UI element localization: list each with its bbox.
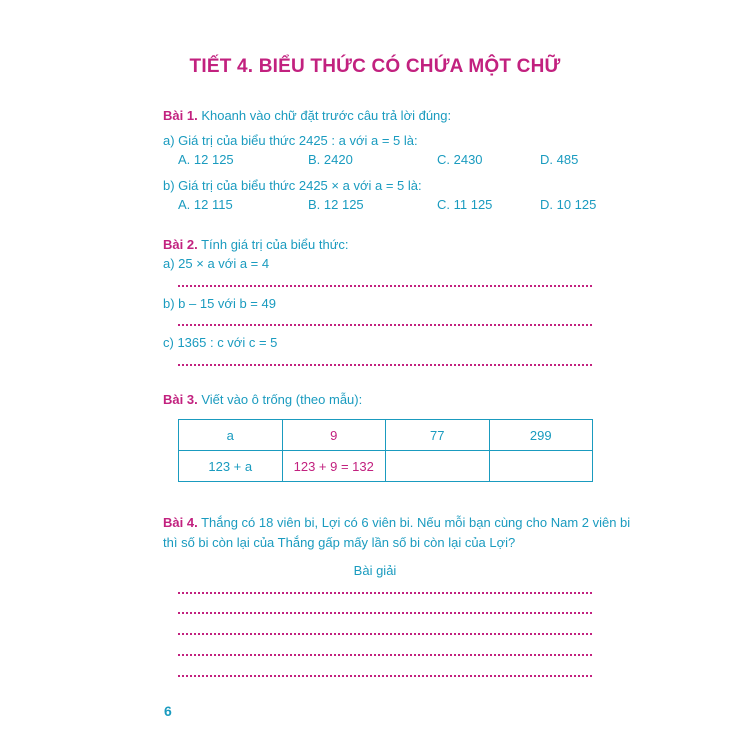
bai1-b-option-c[interactable]: C. 11 125 (437, 197, 493, 212)
bai2-item-c: c) 1365 : c với c = 5 (163, 335, 278, 350)
table-cell-empty[interactable] (386, 451, 490, 482)
bai2-heading (163, 237, 349, 252)
table-cell: 9 (282, 420, 386, 451)
answer-line[interactable] (178, 675, 592, 677)
table-cell-empty[interactable] (489, 451, 593, 482)
page-title: TIẾT 4. BIỂU THỨC CÓ CHỨA MỘT CHỮ (189, 56, 561, 77)
bai1-a-option-a[interactable]: A. 12 125 (178, 152, 234, 167)
answer-line[interactable] (178, 612, 592, 614)
bai2-item-b: b) b – 15 với b = 49 (163, 296, 276, 311)
bai2-instruction: Tính giá trị của biểu thức: (201, 237, 349, 252)
bai2-label: Bài 2. (163, 237, 198, 252)
bai4-label: Bài 4. (163, 515, 198, 530)
table-row (179, 420, 593, 451)
table-cell: 123 + a (179, 451, 283, 482)
bai1-a-option-c[interactable]: C. 2430 (437, 152, 483, 167)
answer-line[interactable] (178, 285, 592, 287)
bai1-b-option-d[interactable]: D. 10 125 (540, 197, 597, 212)
bai1-label: Bài 1. (163, 108, 198, 123)
page-number: 6 (164, 703, 172, 719)
bai4-line2: thì số bi còn lại của Thắng gấp mấy lần số bi còn lại của Lợi? (163, 535, 516, 550)
bai3-instruction: Viết vào ô trống (theo mẫu): (201, 392, 363, 407)
bai1-question-a: a) Giá trị của biểu thức 2425 : a với a = 5 là: (163, 133, 418, 148)
bai4-text-1: Thắng có 18 viên bi, Lợi có 6 viên bi. Nếu mỗi bạn cùng cho Nam 2 viên bi (201, 515, 631, 530)
table-cell: a (179, 420, 283, 451)
table-cell: 123 + 9 = 132 (282, 451, 386, 482)
bai1-instruction: Khoanh vào chữ đặt trước câu trả lời đúng: (201, 108, 452, 123)
table-cell: 77 (386, 420, 490, 451)
answer-line[interactable] (178, 654, 592, 656)
bai2-item-a: a) 25 × a với a = 4 (163, 256, 270, 271)
bai3-table (178, 419, 593, 482)
solution-heading: Bài giải (353, 563, 397, 578)
bai3-heading (163, 392, 362, 407)
bai1-heading (163, 108, 451, 123)
bai1-b-option-b[interactable]: B. 12 125 (308, 197, 364, 212)
bai3-label: Bài 3. (163, 392, 198, 407)
table-cell: 299 (489, 420, 593, 451)
answer-line[interactable] (178, 364, 592, 366)
table-row (179, 451, 593, 482)
answer-line[interactable] (178, 633, 592, 635)
answer-line[interactable] (178, 592, 592, 594)
bai1-question-b: b) Giá trị của biểu thức 2425 × a với a = 5 là: (163, 178, 422, 193)
bai4-line1 (163, 515, 630, 530)
bai1-a-option-d[interactable]: D. 485 (540, 152, 579, 167)
answer-line[interactable] (178, 324, 592, 326)
bai1-b-option-a[interactable]: A. 12 115 (178, 197, 233, 212)
bai1-a-option-b[interactable]: B. 2420 (308, 152, 353, 167)
